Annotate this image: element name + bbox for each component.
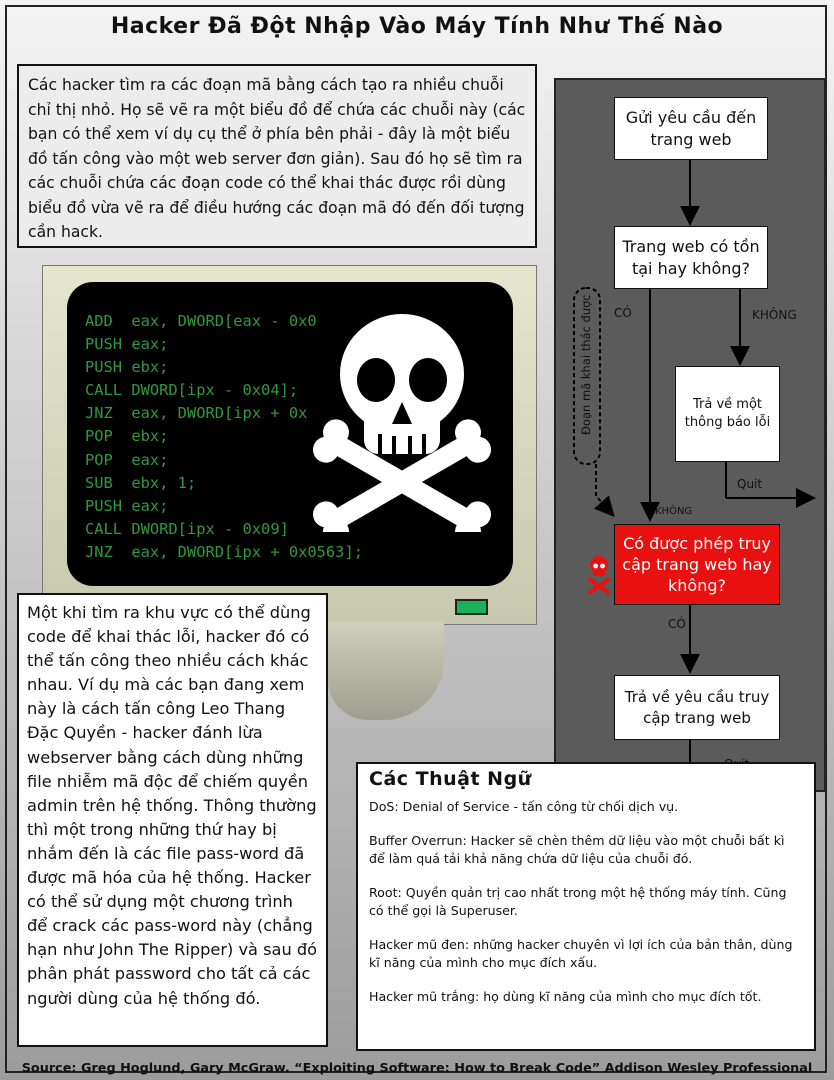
code-line: JNZ eax, DWORD[ipx + 0x: [85, 404, 308, 423]
label-quit-1: Quit: [737, 477, 763, 491]
glossary-item: Root: Quyền quản trị cao nhất trong một hệ thống máy tính. Cũng có thể gọi là Superuser.: [369, 885, 787, 918]
intro-text: Các hacker tìm ra các đoạn mã bằng cách tạo ra nhiều chuỗi chỉ thị nhỏ. Họ sẽ vẽ ra một biểu đồ để chứa các chuỗi này (các bạn có thể xem ví dụ cụ thể ở phía bên phải - đây là một biểu đồ tấn công vào một web server đơn giản). Sau đó họ sẽ tìm ra các chuỗi chứa các đoạn code có thể khai thác được rồi dùng biểu đồ vừa vẽ ra để điều hướng các đoạn mã đó đến đối tượng cần hack.: [17, 64, 537, 248]
code-line: JNZ eax, DWORD[ipx + 0x0563];: [85, 542, 363, 561]
source-citation: Source: Greg Hoglund, Gary McGraw. “Exploiting Software: How to Break Code” Addison Wesley Professional: [21, 1061, 813, 1076]
flow-box-return-page: Trả về yêu cầu truy cập trang web: [614, 675, 780, 740]
glossary-item: Hacker mũ đen: những hacker chuyên vì lợi ích của bản thân, dùng kĩ năng của mình cho mục đích xấu.: [369, 937, 793, 970]
body-text: Một khi tìm ra khu vực có thể dùng code để khai thác lỗi, hacker đó có thể tấn công theo nhiều cách khác nhau. Ví dụ mà các bạn đang xem này là cách tấn công Leo Thang Đặc Quyền - hacker đánh lừa webserver bằng cách dùng những file nhiễm mã độc để chiếm quyền admin trên hệ thống. Thông thường thì một trong những thứ hay bị nhắm đến là các file pass-word đã được mã hóa của hệ thống. Hacker có thể sử dụng một chương trình để crack các pass-word này (chẳng hạn như John The Ripper) và sau đó phân phát password cho tất cả các người dùng của hệ thống đó.: [17, 593, 328, 1047]
code-line: SUB ebx, 1;: [85, 473, 197, 492]
flow-box-access-allowed: Có được phép truy cập trang web hay không?: [614, 524, 780, 605]
code-line: PUSH ebx;: [85, 358, 169, 377]
flow-box-page-exists: Trang web có tồn tại hay không?: [614, 226, 768, 289]
page-title: Hacker Đã Đột Nhập Vào Máy Tính Như Thế Nào: [110, 14, 724, 39]
code-line: PUSH eax;: [85, 335, 169, 354]
label-yes: CÓ: [614, 306, 632, 320]
code-line: PUSH eax;: [85, 496, 169, 515]
glossary-item: Buffer Overrun: Hacker sẽ chèn thêm dữ liệu vào một chuỗi bất kì để làm quá tải khả năng chứa dữ liệu của chuỗi đó.: [369, 833, 785, 866]
code-line: POP eax;: [85, 450, 169, 469]
glossary-item: Hacker mũ trắng: họ dùng kĩ năng của mình cho mục đích tốt.: [369, 989, 762, 1004]
label-no: KHÔNG: [752, 308, 797, 322]
code-line: ADD eax, DWORD[eax - 0x0: [85, 312, 317, 330]
glossary-item: DoS: Denial of Service - tấn công từ chối dịch vụ.: [369, 799, 679, 814]
glossary-panel: [356, 762, 816, 1051]
small-skull-icon: [586, 555, 612, 599]
code-line: POP ebx;: [85, 427, 169, 446]
label-yes-2: CÓ: [668, 617, 686, 631]
code-line: CALL DWORD[ipx - 0x09]: [85, 519, 289, 538]
label-exploit-code: Đoạn mã khai thác được: [579, 294, 593, 435]
code-line: CALL DWORD[ipx - 0x04];: [85, 381, 299, 400]
flow-box-return-error: Trả về một thông báo lỗi: [675, 366, 780, 462]
glossary-heading: Các Thuật Ngữ: [369, 768, 532, 790]
label-no-2: KHÔNG: [655, 506, 693, 517]
flow-box-send-request: Gửi yêu cầu đến trang web: [614, 97, 768, 160]
